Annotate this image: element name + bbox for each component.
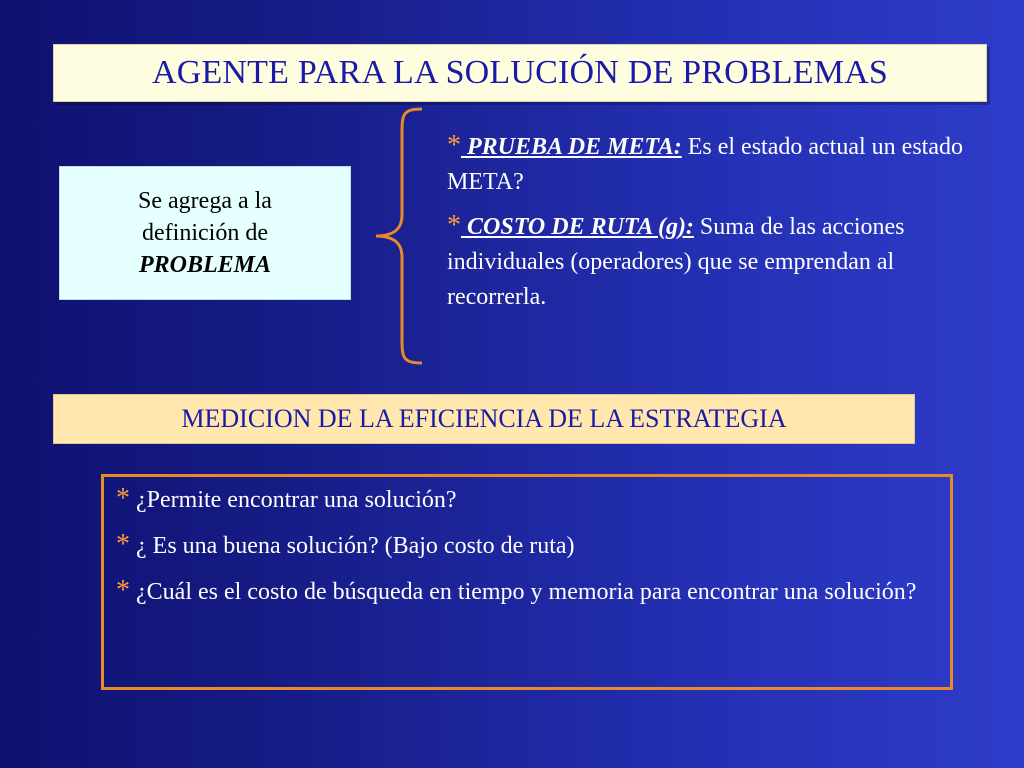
component-item bbox=[447, 128, 997, 200]
bullet-star-icon: * bbox=[447, 210, 461, 241]
bullet-star-icon: * bbox=[116, 529, 130, 560]
question-item bbox=[116, 575, 938, 608]
component-term: COSTO DE RUTA (g): bbox=[461, 214, 694, 240]
component-text: Es el estado actual un estado META? bbox=[447, 134, 963, 195]
question-text: ¿ Es una buena solución? (Bajo costo de ruta) bbox=[130, 533, 575, 559]
question-item bbox=[116, 529, 938, 562]
bullet-star-icon: * bbox=[116, 575, 130, 606]
question-text: ¿Permite encontrar una solución? bbox=[130, 487, 457, 513]
component-item bbox=[447, 208, 997, 315]
question-item bbox=[116, 483, 938, 516]
questions-box bbox=[101, 474, 953, 690]
title-box bbox=[53, 44, 987, 102]
definition-line-3: PROBLEMA bbox=[138, 252, 272, 278]
bullet-star-icon: * bbox=[116, 483, 130, 514]
medicion-box bbox=[53, 394, 915, 444]
component-text: Suma de las acciones individuales (operadores) que se emprendan al recorrerla. bbox=[447, 214, 905, 310]
definition-line-1: Se agrega a la bbox=[138, 188, 272, 214]
question-text: ¿Cuál es el costo de búsqueda en tiempo y memoria para encontrar una solución? bbox=[130, 579, 917, 605]
component-term: PRUEBA DE META: bbox=[461, 134, 682, 160]
definition-box bbox=[59, 166, 351, 300]
definition-line-2: definición de bbox=[142, 220, 268, 246]
bullet-star-icon: * bbox=[447, 130, 461, 161]
problem-components bbox=[447, 128, 997, 323]
curly-brace-icon bbox=[372, 105, 426, 367]
slide-title: AGENTE PARA LA SOLUCIÓN DE PROBLEMAS bbox=[151, 54, 889, 91]
medicion-title: MEDICION DE LA EFICIENCIA DE LA ESTRATEGIA bbox=[181, 404, 787, 433]
